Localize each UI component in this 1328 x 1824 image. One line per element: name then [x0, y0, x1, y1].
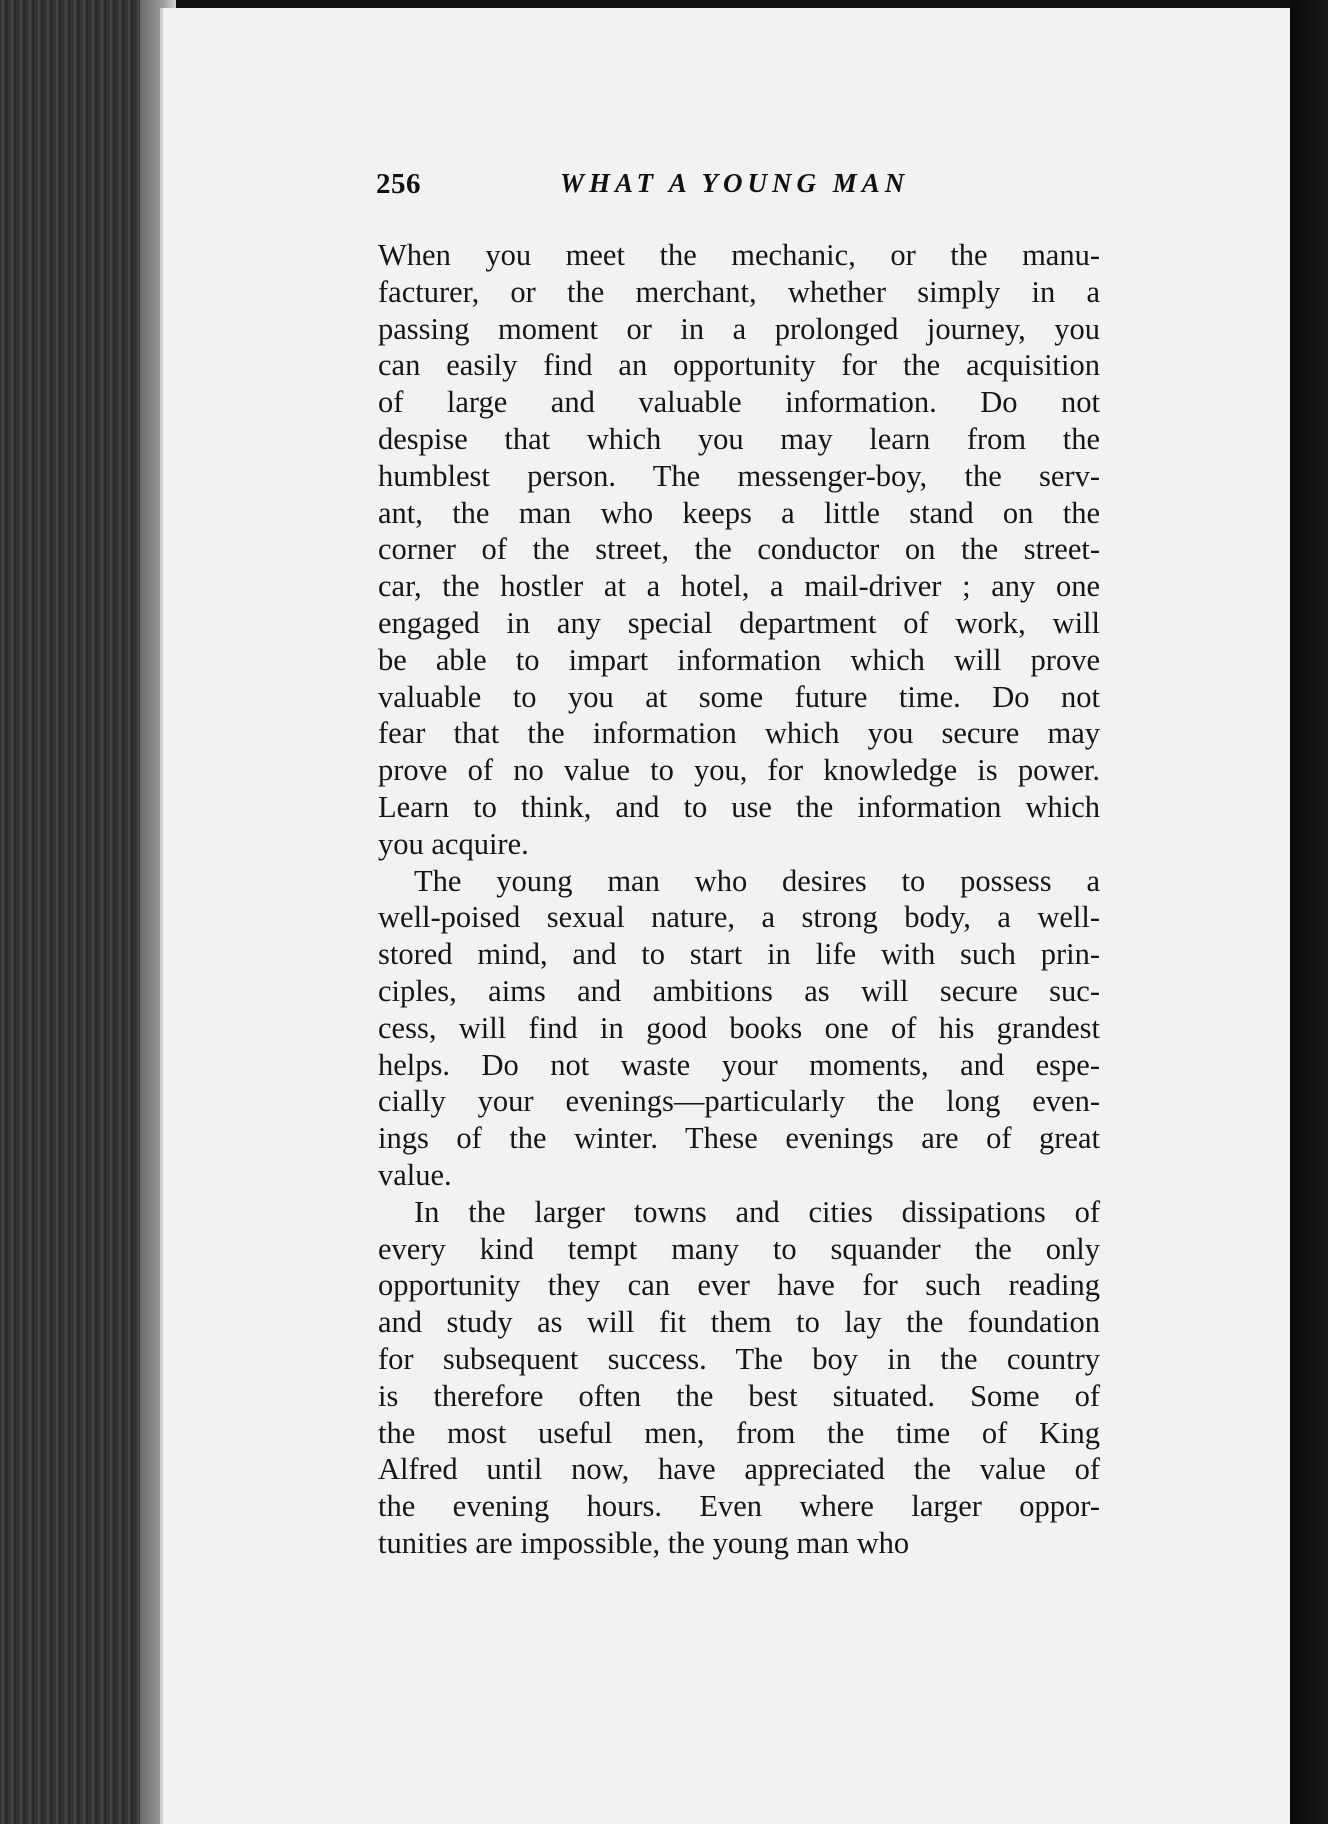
text-line: tunities are impossible, the young man who — [378, 1525, 910, 1560]
text-line: Learn to think, and to use the information which — [378, 789, 1100, 824]
body-text — [378, 237, 1100, 1562]
text-line: ant, the man who keeps a little stand on the — [378, 495, 1100, 530]
text-line: you acquire. — [378, 826, 529, 861]
text-line: corner of the street, the conductor on the street- — [378, 532, 1100, 567]
page-number: 256 — [376, 168, 421, 200]
text-line: When you meet the mechanic, or the manu- — [378, 238, 1100, 272]
text-line: can easily find an opportunity for the acquisition — [378, 348, 1100, 383]
text-line: facturer, or the merchant, whether simply in a — [378, 274, 1100, 309]
text-line: of large and valuable information. Do not — [378, 385, 1100, 420]
text-line: the most useful men, from the time of King — [378, 1415, 1100, 1450]
text-line: well-poised sexual nature, a strong body, a well- — [378, 900, 1100, 935]
text-line: passing moment or in a prolonged journey, you — [378, 311, 1100, 346]
paragraph — [378, 863, 1100, 1194]
text-line: despise that which you may learn from the — [378, 421, 1100, 456]
scan-border — [1290, 0, 1328, 1824]
text-line: the evening hours. Even where larger oppor- — [378, 1489, 1100, 1524]
text-line: fear that the information which you secure may — [378, 716, 1100, 751]
text-line: and study as will fit them to lay the foundation — [378, 1305, 1100, 1340]
text-line: car, the hostler at a hotel, a mail-driver ; any one — [378, 569, 1100, 604]
text-line: The young man who desires to possess a — [414, 863, 1100, 898]
text-line: cially your evenings—particularly the long even- — [378, 1084, 1100, 1119]
running-head — [376, 168, 1100, 212]
text-line: In the larger towns and cities dissipations of — [414, 1194, 1100, 1229]
text-line: prove of no value to you, for knowledge is power. — [378, 753, 1100, 788]
text-line: Alfred until now, have appreciated the value of — [378, 1452, 1100, 1487]
text-line: humblest person. The messenger-boy, the serv- — [378, 458, 1100, 493]
text-line: for subsequent success. The boy in the country — [378, 1341, 1100, 1376]
running-title: WHAT A YOUNG MAN — [560, 168, 910, 198]
text-line: ings of the winter. These evenings are of great — [378, 1121, 1100, 1156]
text-line: every kind tempt many to squander the only — [378, 1231, 1100, 1266]
text-line: valuable to you at some future time. Do not — [378, 679, 1100, 714]
paragraph — [378, 1194, 1100, 1562]
paragraph — [378, 237, 1100, 863]
text-line: value. — [378, 1157, 452, 1192]
text-line: be able to impart information which will prove — [378, 642, 1100, 677]
text-line: ciples, aims and ambitions as will secure suc- — [378, 973, 1100, 1008]
text-line: helps. Do not waste your moments, and espe- — [378, 1047, 1100, 1082]
text-line: cess, will find in good books one of his grandest — [378, 1010, 1100, 1045]
text-line: engaged in any special department of work, will — [378, 605, 1100, 640]
text-line: stored mind, and to start in life with such prin- — [378, 937, 1100, 972]
text-line: opportunity they can ever have for such reading — [378, 1268, 1100, 1303]
text-line: is therefore often the best situated. Some of — [378, 1378, 1100, 1413]
